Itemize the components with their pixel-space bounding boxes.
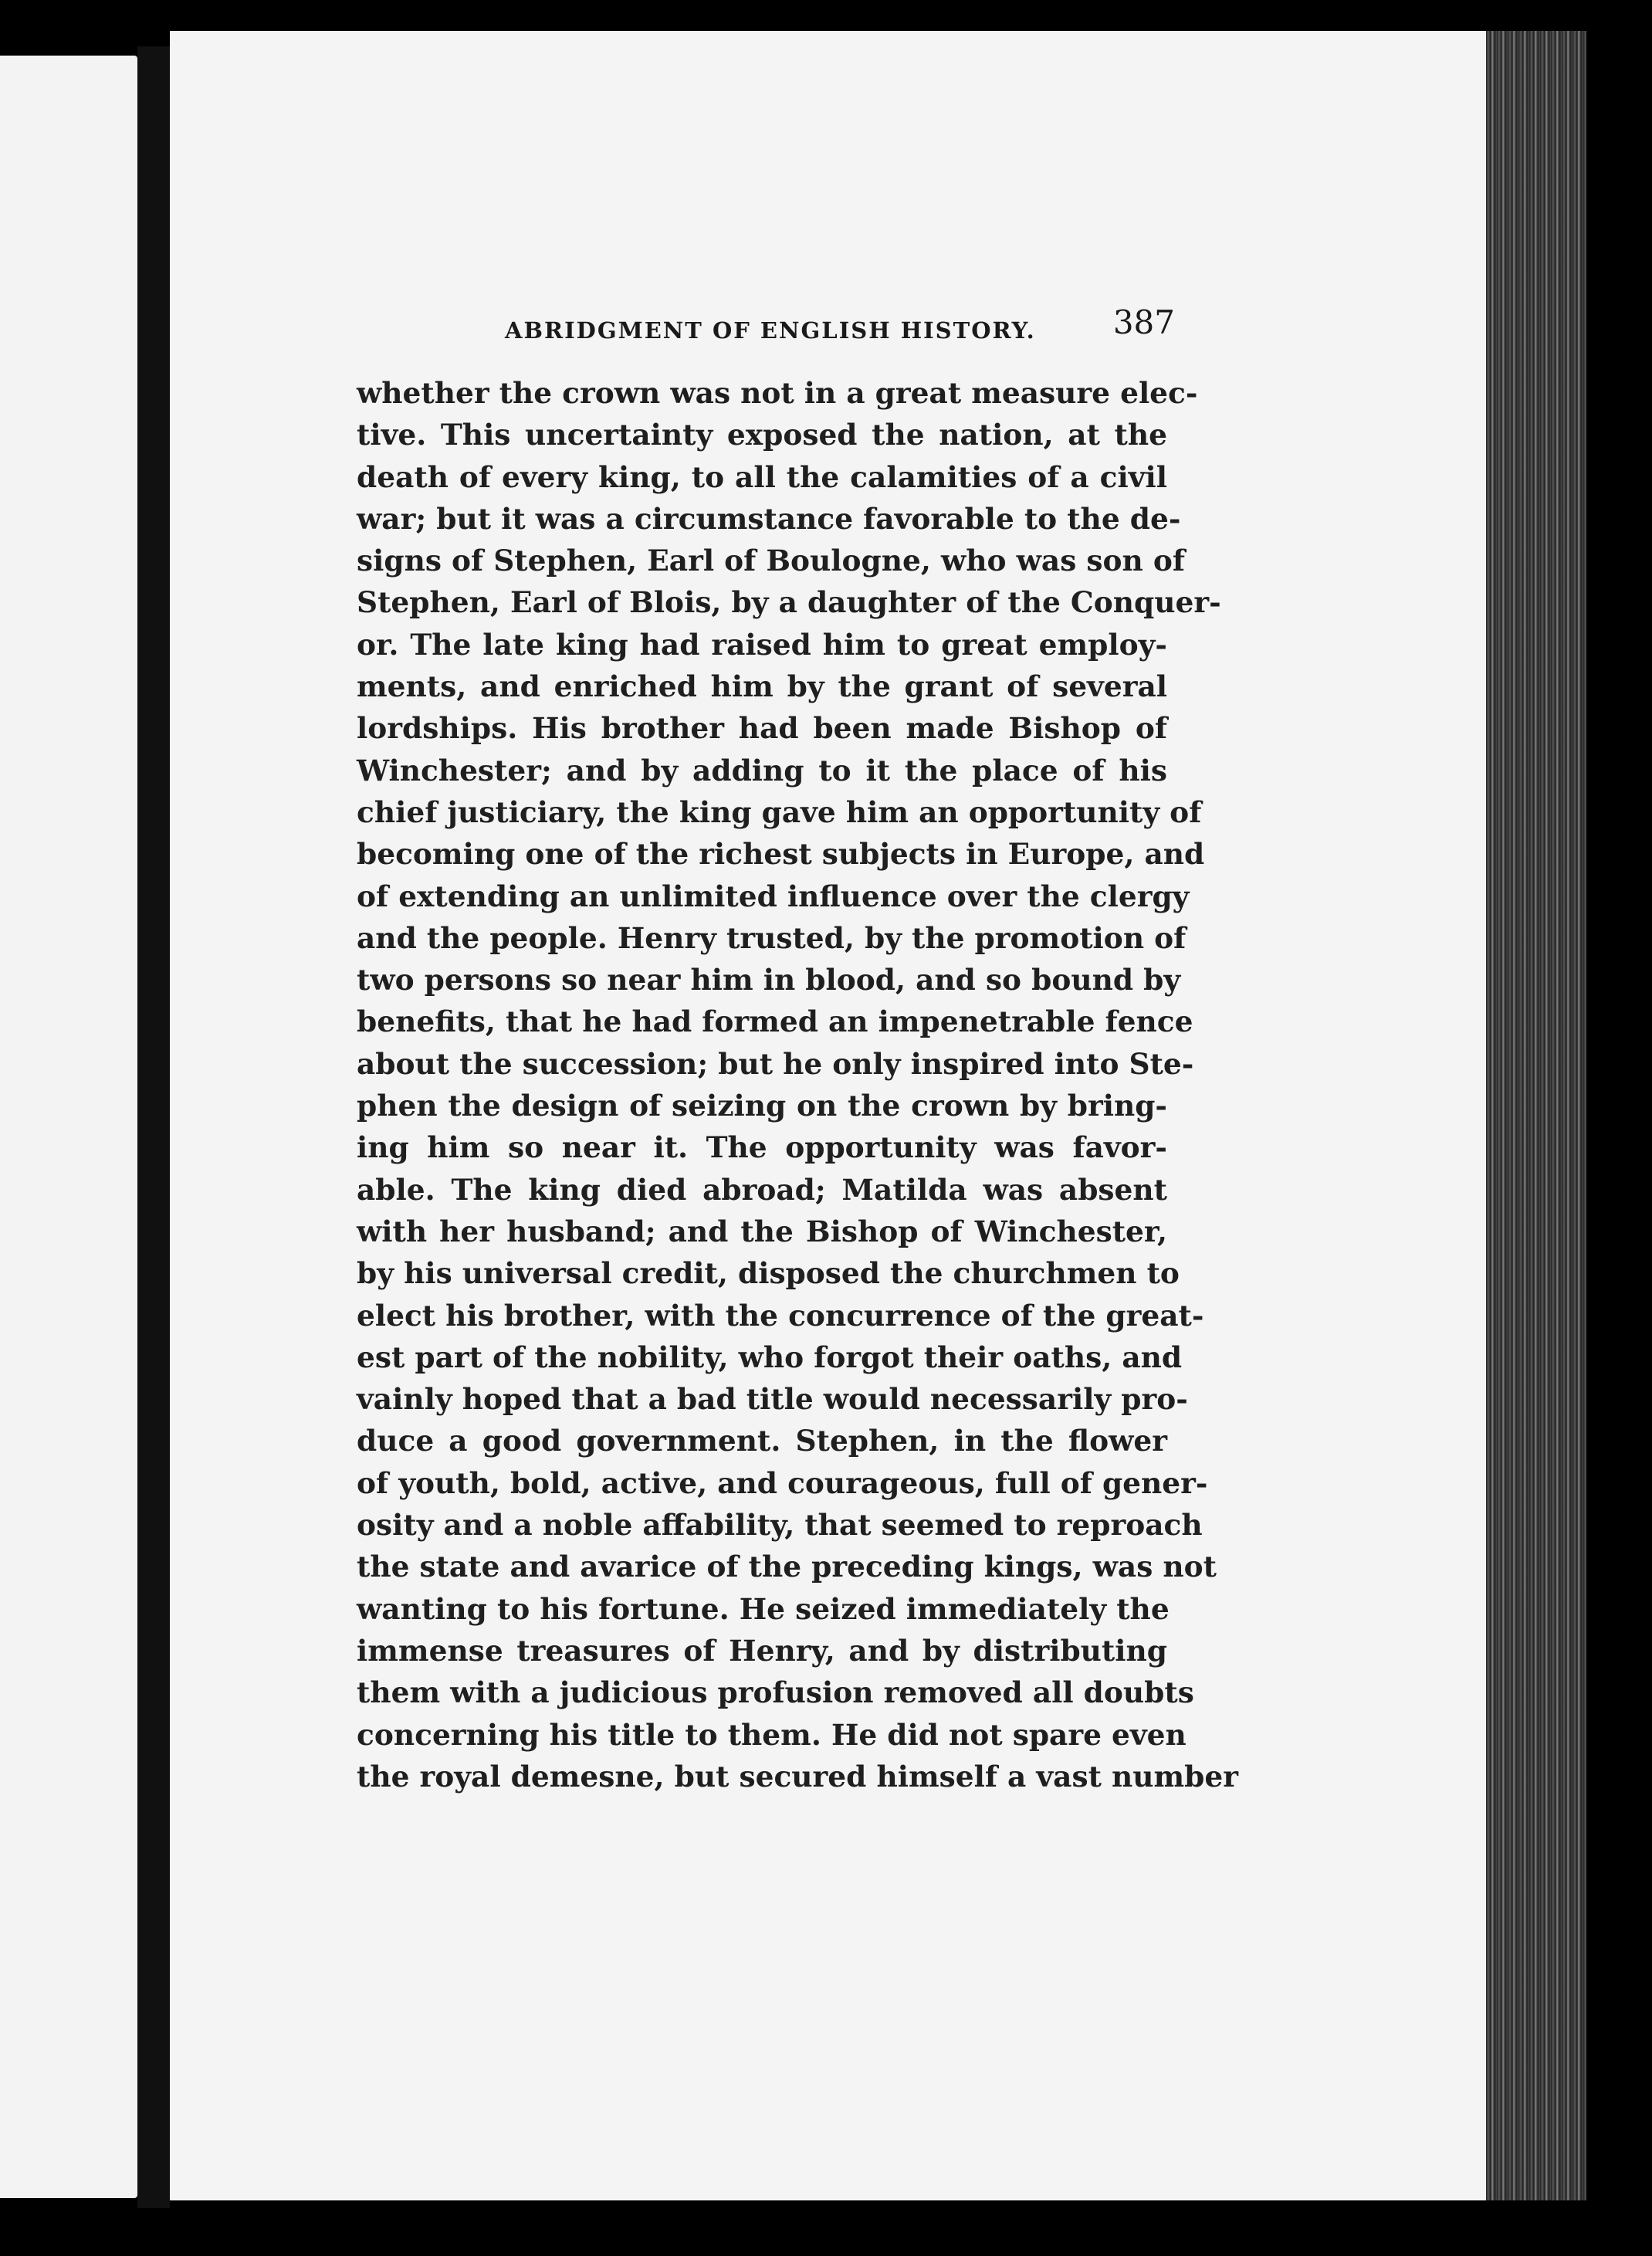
text-line: the royal demesne, but secured himself a vast number	[357, 1759, 1239, 1794]
text-line: benefits, that he had formed an impenetrable fence	[357, 1004, 1193, 1039]
text-line: vainly hoped that a bad title would necessarily pro-	[357, 1382, 1188, 1417]
text-line: whether the crown was not in a great measure elec-	[357, 376, 1198, 410]
text-line: the state and avarice of the preceding kings, was not	[357, 1550, 1217, 1584]
body-text	[357, 372, 1239, 1797]
text-line: phen the design of seizing on the crown by bring-	[357, 1089, 1167, 1123]
text-line: ments, and enriched him by the grant of several	[357, 669, 1167, 704]
text-line: two persons so near him in blood, and so bound by	[357, 963, 1181, 998]
text-line: elect his brother, with the concurrence of the great-	[357, 1298, 1204, 1333]
left-page-edge	[0, 56, 137, 2198]
text-line: concerning his title to them. He did not spare even	[357, 1717, 1187, 1752]
text-line: becoming one of the richest subjects in Europe, and	[357, 837, 1205, 872]
text-line: Stephen, Earl of Blois, by a daughter of the Conquer-	[357, 585, 1221, 620]
text-line: ing him so near it. The opportunity was favor-	[357, 1130, 1167, 1165]
text-line: wanting to his fortune. He seized immediately the	[357, 1591, 1170, 1626]
text-line: them with a judicious profusion removed all doubts	[357, 1675, 1194, 1710]
running-head: ABRIDGMENT OF ENGLISH HISTORY.	[505, 317, 1036, 344]
book-gutter	[137, 46, 170, 2208]
text-line: lordships. His brother had been made Bishop of	[357, 711, 1167, 746]
text-line: of youth, bold, active, and courageous, full of gener-	[357, 1465, 1208, 1500]
text-line: with her husband; and the Bishop of Winchester,	[357, 1214, 1167, 1248]
page-number: 387	[1112, 303, 1175, 341]
text-line: tive. This uncertainty exposed the nation, at the	[357, 418, 1167, 452]
page-edges-texture	[1486, 31, 1586, 2200]
text-line: or. The late king had raised him to great employ-	[357, 627, 1167, 662]
scan-border	[1586, 31, 1652, 2200]
text-line: of extending an unlimited influence over the clergy	[357, 879, 1190, 913]
text-line: signs of Stephen, Earl of Boulogne, who was son of	[357, 544, 1185, 578]
text-line: and the people. Henry trusted, by the promotion of	[357, 920, 1187, 955]
text-line: est part of the nobility, who forgot their oaths, and	[357, 1340, 1183, 1374]
text-line: chief justiciary, the king gave him an opportunity of	[357, 794, 1202, 829]
text-line: by his universal credit, disposed the churchmen to	[357, 1256, 1180, 1291]
text-line: able. The king died abroad; Matilda was absent	[357, 1172, 1167, 1207]
text-line: immense treasures of Henry, and by distributing	[357, 1633, 1167, 1668]
text-line: duce a good government. Stephen, in the flower	[357, 1424, 1167, 1458]
text-line: war; but it was a circumstance favorable to the de-	[357, 501, 1181, 536]
text-line: death of every king, to all the calamities of a civil	[357, 459, 1167, 494]
text-line: osity and a noble affability, that seemed to reproach	[357, 1508, 1203, 1543]
text-line: about the succession; but he only inspired into Ste-	[357, 1046, 1194, 1081]
text-line: Winchester; and by adding to it the place of his	[357, 753, 1167, 788]
